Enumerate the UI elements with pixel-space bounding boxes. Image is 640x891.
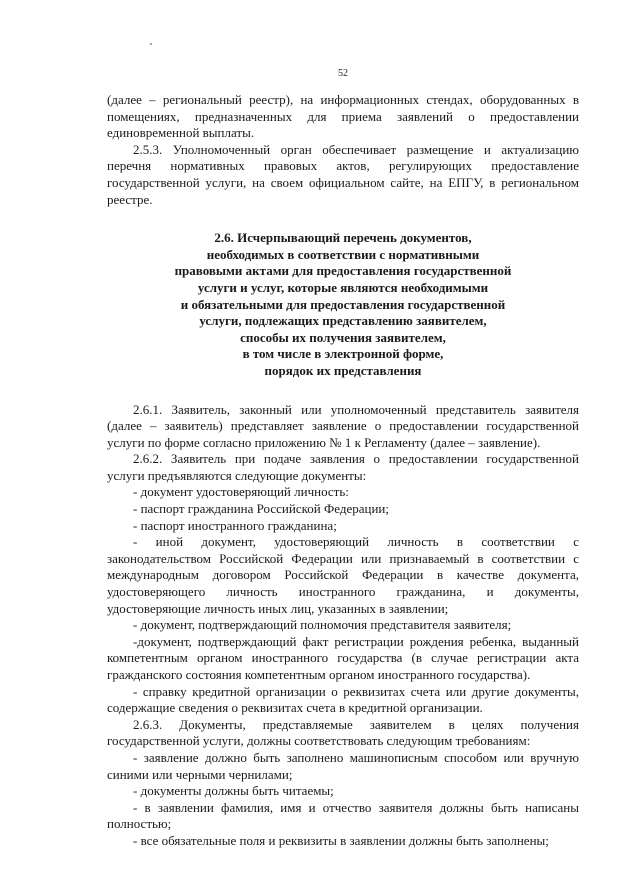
list-item: - документы должны быть читаемы; [133, 783, 334, 799]
heading-line: способы их получения заявителем, [240, 329, 446, 345]
section-heading-2-6 [107, 230, 579, 379]
intro-paragraph: (далее – региональный реестр), на информационных стендах, оборудованных в помещениях, предназначенных для приема заявлений о предоставлении единовременной выплаты. [107, 92, 579, 141]
heading-line: порядок их представления [264, 362, 422, 378]
heading-line: необходимых в соответствии с нормативными [206, 246, 480, 262]
scan-speck [150, 43, 152, 45]
section-2-5-3: 2.5.3. Уполномоченный орган обеспечивает размещение и актуализацию перечня нормативных правовых актов, регулирующих предоставление государственной услуги, на своем официальном сайте, на ЕПГУ, в региональном реестре. [107, 141, 579, 207]
list-item: - иной документ, удостоверяющий личность в соответствии с законодательством Российской Федерации или признаваемый в соответствии с международным договором Российской Федерации в качестве документа, удостоверяющего личность иностранного гражданина, и документы, удостоверяющие личность иных лиц, указанных в заявлении; [107, 534, 579, 616]
list-item: - паспорт иностранного гражданина; [133, 517, 337, 533]
section-2-6-2: 2.6.2. Заявитель при подаче заявления о предоставлении государственной услуги предъявляются следующие документы: [107, 451, 579, 483]
list-item: - паспорт гражданина Российской Федерации; [133, 501, 389, 517]
page-number: 52 [338, 68, 348, 79]
heading-line: услуги и услуг, которые являются необходимыми [197, 279, 489, 295]
list-item: - заявление должно быть заполнено машинописным способом или вручную синими или черными чернилами; [107, 749, 579, 782]
list-item: - в заявлении фамилия, имя и отчество заявителя должны быть написаны полностью; [107, 799, 579, 832]
heading-line: в том числе в электронной форме, [242, 346, 444, 362]
list-item: - справку кредитной организации о реквизитах счета или другие документы, содержащие сведения о реквизитах счета в кредитной организации. [107, 683, 579, 716]
heading-line: и обязательными для предоставления государственной [180, 296, 506, 312]
heading-line: 2.6. Исчерпывающий перечень документов, [214, 230, 472, 246]
heading-line: услуги, подлежащих представлению заявителем, [199, 313, 487, 329]
list-item: - документ, подтверждающий полномочия представителя заявителя; [133, 617, 512, 633]
list-item: -документ, подтверждающий факт регистрации рождения ребенка, выданный компетентным органом иностранного государства (в случае регистрации акта гражданского состояния компетентным органом иностранного государства). [107, 633, 579, 682]
heading-line: правовыми актами для предоставления государственной [174, 263, 512, 279]
section-2-6-1: 2.6.1. Заявитель, законный или уполномоченный представитель заявителя (далее – заявитель) представляет заявление о предоставлении государственной услуги по форме согласно приложению № 1 к Регламенту (далее – заявление). [107, 401, 579, 450]
list-item: - документ удостоверяющий личность: [133, 484, 349, 500]
document-page [107, 68, 579, 850]
list-item: - все обязательные поля и реквизиты в заявлении должны быть заполнены; [133, 832, 549, 848]
section-2-6-3: 2.6.3. Документы, представляемые заявителем в целях получения государственной услуги, должны соответствовать следующим требованиям: [107, 716, 579, 749]
